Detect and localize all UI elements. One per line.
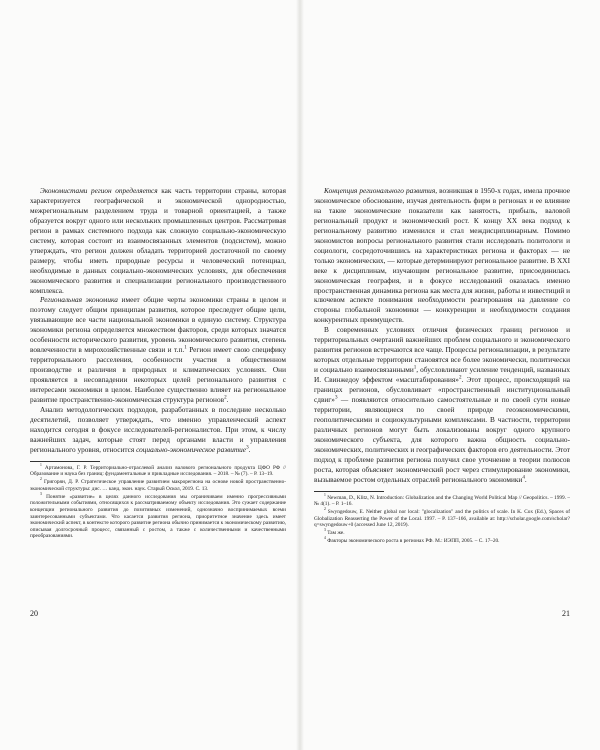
footnote-2: $^2$ Swyngedouw, E. Neither global nor local: "glocalization" and the politics of scale. In K. Cox (Ed.), Spaces of Globalization Reasserting the Power of the Local. 1997. – P. 137–166, available at: http://scholar.google.com/scholar?q=swyngedouw+0 (accessed June 12, 2019). — [314, 507, 570, 529]
paragraph-region-definition: Экономистами регион определяется как часть территории страны, которая характеризуется географической и экономической однородностью, межрегиональным разделением труда и товарной ориентацией, а также образуется вокруг одного или нескольких промышленных центров. Рассматривая регион в рамках системного подхода как сложную социально-экономическую систему, которая состоит из взаимосвязанных элементов (подсистем), можно утверждать, что регион должен обладать территорией достаточной по своему размеру, чтобы иметь природные ресурсы и человеческий потенциал, необходимые в данных социально-экономических условиях, для обеспечения экономического развития и специализации регионального производственного комплекса. — [30, 186, 286, 295]
footnote-1: $^1$ Newman, D., Klitz, N. Introduction: Globalization and the Changing World Political Map // Geopolitics. – 1999. – № 4(1). – P. 1–16. — [314, 492, 570, 508]
paragraph-regional-economy: Региональная экономика имеет общие черты экономики страны в целом и поэтому следует общим принципам развития, которое преследует общие цели, увязывающие все части национальной экономики в единую систему. Структура экономики региона определяется множеством факторов, среди которых значатся особенности исторического развития, уровень экономического развития, степень вовлеченности в мирохозяйственные связи и т.п.$^1$ Регион имеет свою специфику территориального расселения, особенности участия в общественном производстве и различия в природных и климатических условиях. Они проявляется в несовпадении некоторых целей регионального развития с интересами экономики в целом. Наиболее существенно влияет на региональное развитие пространственно-экономическая структура регионов$^2$. — [30, 295, 286, 405]
footnote-separator — [314, 491, 384, 492]
page-number-left: 20 — [30, 609, 38, 618]
footnote-2: $^2$ Григорян, Д. Р. Стратегическое управление развитием макрорегиона на основе новой пространственно-экономической структуры: дис. … канд. экон. наук. Старый Оскол, 2019. С. 13. — [30, 477, 286, 492]
paragraph-modern-conditions: В современных условиях отличия физических границ регионов и территориальных очертаний важнейших проблем социального и экономического развития регионов встречаются все чаще. Процессы регионализации, в результате которых отдельные территории становятся все более экономически, политически и социально взаимосвязанными$^1$, обусловливают усиление тенденций, названных И. Свинжедоу эффектом «масштабирования»$^2$. Этот процесс, происходящий на границах регионов, обусловливает «пространственный институциональный сдвиг»$^3$ — появляются относительно самостоятельные и по своей сути новые территории, являющиеся по своей природе геоэкономическими, геополитическими и социокультурными комплексами. В частности, территории различных регионов могут быть локализованы вокруг одного крупного экономического субъекта, для которого важна общность социально-экономических, политических и географических факторов его деятельности. Этот подход к проблеме развития региона получил свое уточнение в теории полюсов роста, которая объясняет экономический рост через стимулирование экономики, вызываемое ростом отдельных отраслей регионального экономики$^4$. — [314, 325, 570, 484]
paragraph-regional-development-concept: Концепция регионального развития, возникшая в 1950-х годах, имела прочное экономическое обоснование, изучая деятельность фирм в регионах и ее влияние на такие экономические показатели как занятость, прибыль, валовой региональный продукт и экономический рост. К концу XX века подход к региональному развитию изменился и стал междисциплинарным. Помимо экономистов вопросы регионального развития стали исследовать политологи и социологи, сосредоточившись на характеристиках региона и факторах — не только экономических, — которые детерминируют региональное развитие. В XXI веке к дисциплинам, изучающим региональное развитие, присоединилась экономическая география, и в фокусе исследований оказалась именно пространственная динамика региона как места для жизни, работы и инвестиций и ключевом аспекте понимания необходимости реагирования на давление со стороны глобальной экономики — конкуренции и необходимости создания конкурентных преимуществ. — [314, 186, 570, 325]
footnote-1: $^1$ Артамонова, Г. Р. Территориально-отраслевой анализ валового регионального продукта ЦФО РФ // Образование и наука без границ: фундаментальные и прикладные исследования. – 2018. – № (7). – Р. 13–19. — [30, 462, 286, 478]
left-page — [30, 186, 286, 541]
page-number-right: 21 — [562, 609, 570, 618]
book-gutter — [296, 0, 304, 750]
paragraph-methodology: Анализ методологических подходов, разработанных в последние несколько десятилетий, позволяет утверждать, что именно управленческий аспект находится сегодня в фокусе исследователей-регионалистов. При этом, к числу важнейших задач, которые стоят перед органами власти и управления регионального уровня, относится социально-экономическое развитие$^3$. — [30, 404, 286, 454]
footnote-4: $^4$ Факторы экономического роста в регионах РФ. М.: ИЭПП, 2005. – С. 17–20. — [324, 536, 500, 545]
footnote-3: $^3$ Понятие «развитие» в целях данного исследования мы ограничиваем именно прогрессивными положительными событиями, относящихся к рассматриваемому объекту исследования. Это сужает содержание концепции регионального развития до позитивных изменений, однозначно воспринимаемых всеми заинтересованными субъектами. Что касается развития региона, приоритетное значение здесь имеет экономический аспект, в контексте которого развитие региона обычно принимается к экономическому развитию, описывая долгосрочный процесс, связанный с ростом, а также с количественными и качественными преобразованиями. — [30, 492, 286, 540]
footnote-3: $^3$ Там же. — [324, 528, 345, 537]
footnote-separator — [30, 461, 100, 462]
right-page — [314, 186, 570, 546]
